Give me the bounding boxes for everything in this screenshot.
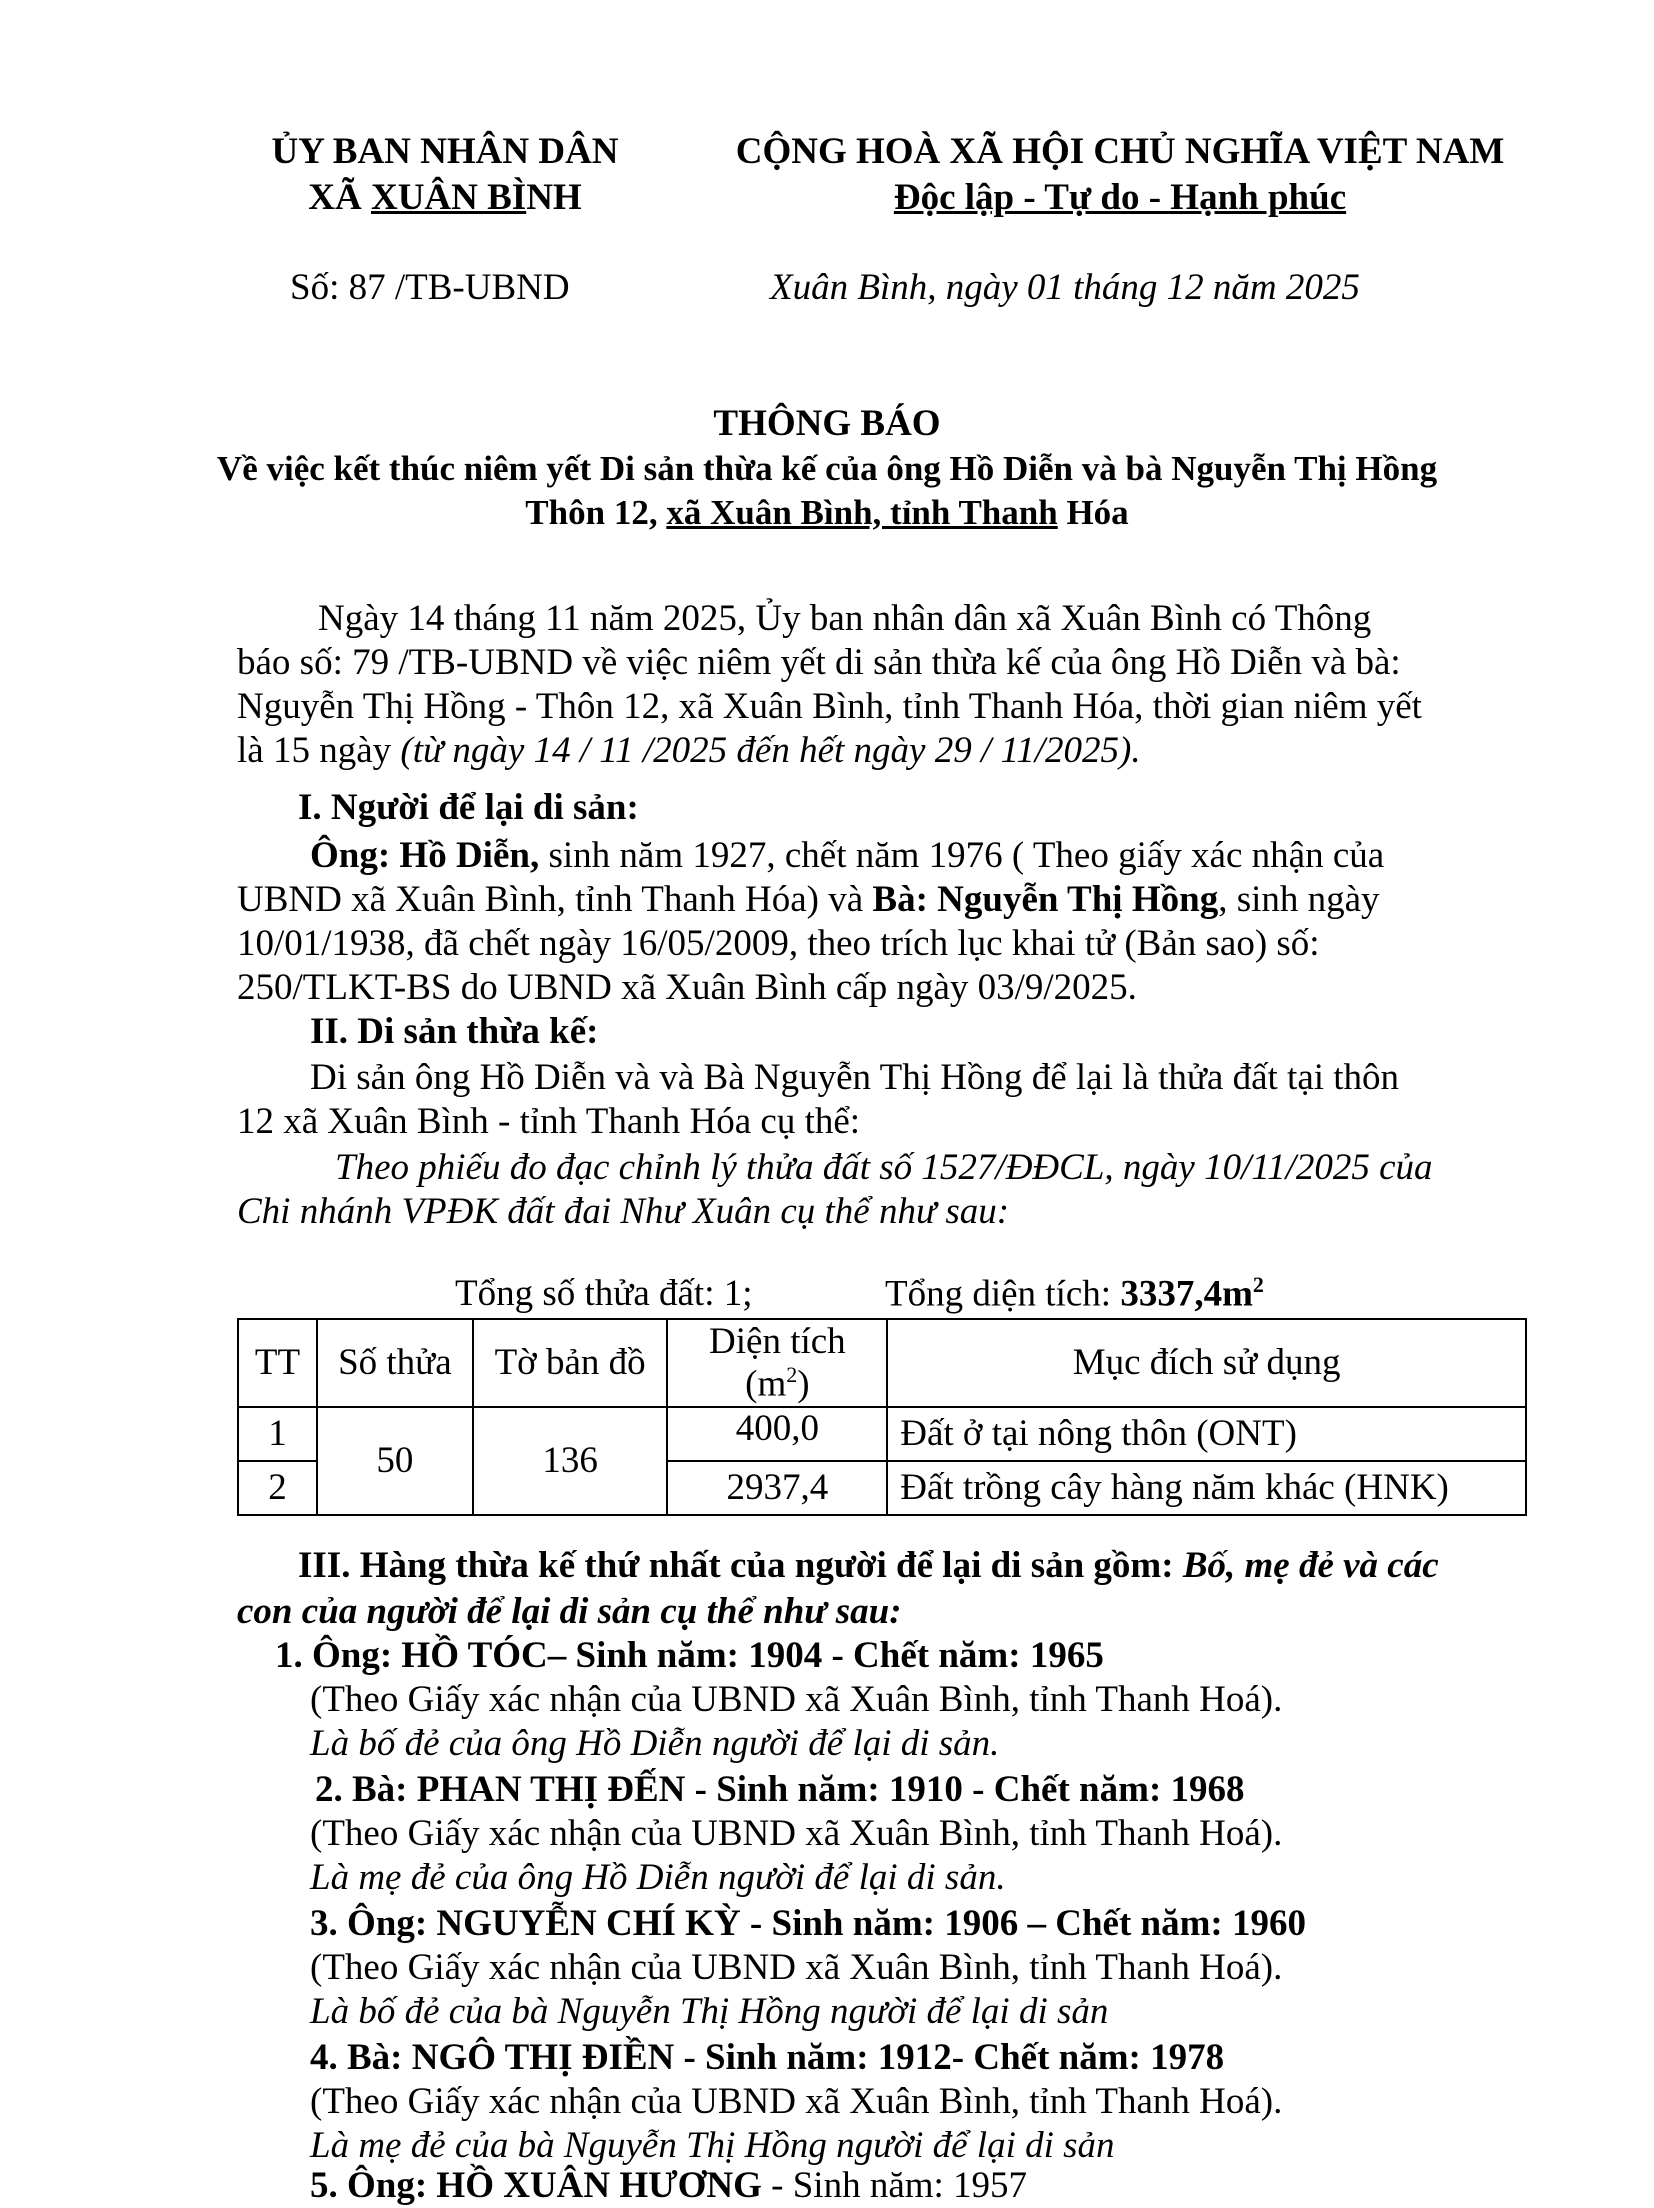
intro-line-4-plain: là 15 ngày [237, 730, 401, 771]
section-2-line-2: 12 xã Xuân Bình - tỉnh Thanh Hóa cụ thể: [237, 1101, 861, 1142]
org-suffix: NH [526, 177, 582, 218]
section-1-line-3: 10/01/1938, đã chết ngày 16/05/2009, theo trích lục khai tử (Bản sao) số: [237, 923, 1320, 964]
motto [660, 176, 1580, 220]
heir-1-source: (Theo Giấy xác nhận của UBND xã Xuân Bình, tỉnh Thanh Hoá). [310, 1679, 1283, 1720]
posting-period: (từ ngày 14 / 11 /2025 đến hết ngày 29 / 11/2025). [400, 730, 1141, 771]
section-1-line-4: 250/TLKT-BS do UBND xã Xuân Bình cấp ngày 03/9/2025. [237, 967, 1137, 1008]
org-underlined: XUÂN BÌ [370, 177, 527, 218]
subject-prefix: Thôn 12, [525, 493, 667, 532]
section-1-heading: I. Người để lại di sản: [298, 787, 639, 828]
section-3-heading-text: III. Hàng thừa kế thứ nhất của người để lại di sản gồm: [298, 1545, 1183, 1586]
heir-4-title: 4. Bà: NGÔ THỊ ĐIỀN - Sinh năm: 1912- Chết năm: 1978 [310, 2037, 1225, 2078]
org-name-line1: ỦY BAN NHÂN DÂN [271, 131, 619, 172]
section-1-line-2-rest: , sinh ngày [1218, 879, 1380, 920]
heir-4-relation: Là mẹ đẻ của bà Nguyễn Thị Hồng người để lại di sản [310, 2125, 1115, 2166]
heir-1-relation: Là bố đẻ của ông Hồ Diễn người để lại di sản. [310, 1723, 1000, 1764]
section-2-heading: II. Di sản thừa kế: [310, 1011, 599, 1052]
row-2-purpose: Đất trồng cây hàng năm khác (HNK) [887, 1461, 1526, 1515]
parcel-number: 50 [317, 1407, 473, 1515]
header-so-thua: Số thửa [317, 1319, 473, 1407]
section-1-line-2-plain: UBND xã Xuân Bình, tỉnh Thanh Hóa) và [237, 879, 873, 920]
heir-3-relation: Là bố đẻ của bà Nguyễn Thị Hồng người để lại di sản [310, 1991, 1109, 2032]
table-row [238, 1407, 1526, 1461]
place-and-date: Xuân Bình, ngày 01 tháng 12 năm 2025 [770, 267, 1360, 308]
section-3-heading-italic: Bố, mẹ đẻ và các [1182, 1545, 1439, 1586]
heir-5-birth: - Sinh năm: 1957 [761, 2165, 1028, 2206]
survey-reference-line-2: Chi nhánh VPĐK đất đai Như Xuân cụ thể như sau: [237, 1191, 1010, 1232]
section-3-heading-line-2: con của người để lại di sản cụ thể như sau: [237, 1591, 902, 1632]
heir-3-source: (Theo Giấy xác nhận của UBND xã Xuân Bình, tỉnh Thanh Hoá). [310, 1947, 1283, 1988]
heir-3-title: 3. Ông: NGUYỄN CHÍ KỲ - Sinh năm: 1906 – Chết năm: 1960 [310, 1903, 1306, 1944]
row-2-area: 2937,4 [667, 1461, 887, 1515]
header-to-ban-do: Tờ bản đồ [473, 1319, 668, 1407]
document-subject-line1: Về việc kết thúc niêm yết Di sản thừa kế của ông Hồ Diễn và bà Nguyễn Thị Hồng [216, 449, 1438, 488]
table-header-row [238, 1319, 1526, 1407]
intro-line-1: Ngày 14 tháng 11 năm 2025, Ủy ban nhân dân xã Xuân Bình có Thông [318, 598, 1372, 639]
decedent-2-name: Bà: Nguyễn Thị Hồng [872, 879, 1219, 920]
header-tt: TT [238, 1319, 317, 1407]
section-3-heading [298, 1544, 1439, 1588]
section-1-line-1 [310, 834, 1384, 878]
document-number: Số: 87 /TB-UBND [290, 267, 570, 308]
row-2-tt: 2 [238, 1461, 317, 1515]
row-1-area: 400,0 [667, 1407, 887, 1461]
section-2-line-1: Di sản ông Hồ Diễn và và Bà Nguyễn Thị Hồng để lại là thửa đất tại thôn [310, 1057, 1400, 1098]
decedent-1-name: Ông: Hồ Diễn, [310, 835, 540, 876]
subject-suffix: Hóa [1057, 493, 1129, 532]
heir-4-source: (Theo Giấy xác nhận của UBND xã Xuân Bình, tỉnh Thanh Hoá). [310, 2081, 1283, 2122]
header-dien-tich-close: ) [797, 1363, 810, 1405]
total-area [885, 1272, 1264, 1317]
header-dien-tich-unit: (m [745, 1363, 787, 1405]
header-muc-dich: Mục đích sử dụng [887, 1319, 1526, 1407]
map-sheet-number: 136 [473, 1407, 668, 1515]
heir-5-name: 5. Ông: HỒ XUÂN HƯƠNG [310, 2165, 762, 2206]
document-title: THÔNG BÁO [713, 403, 941, 444]
heir-2-relation: Là mẹ đẻ của ông Hồ Diễn người để lại di sản. [310, 1857, 1006, 1898]
section-1-line-2 [237, 878, 1380, 922]
total-area-value: 3337,4m [1120, 1273, 1253, 1315]
land-parcel-table [237, 1318, 1527, 1516]
row-1-purpose: Đất ở tại nông thôn (ONT) [887, 1407, 1526, 1461]
subject-underlined: xã Xuân Bình, tỉnh Thanh [666, 493, 1058, 532]
total-area-unit-sup: 2 [1252, 1272, 1264, 1297]
header-dien-tich [667, 1319, 887, 1407]
org-prefix: XÃ [308, 177, 371, 218]
intro-line-2: báo số: 79 /TB-UBND về việc niêm yết di sản thừa kế của ông Hồ Diễn và bà: [237, 642, 1401, 683]
intro-line-4 [237, 729, 1141, 773]
document-subject-line2 [0, 492, 1654, 534]
decedent-1-details: sinh năm 1927, chết năm 1976 ( Theo giấy xác nhận của [539, 835, 1385, 876]
row-1-tt: 1 [238, 1407, 317, 1461]
motto-text: Độc lập - Tự do - Hạnh phúc [893, 177, 1347, 218]
header-dien-tich-label: Diện tích [709, 1321, 846, 1363]
org-name-line2 [210, 176, 680, 220]
heir-2-title: 2. Bà: PHAN THỊ ĐẾN - Sinh năm: 1910 - Chết năm: 1968 [315, 1769, 1245, 1810]
heir-2-source: (Theo Giấy xác nhận của UBND xã Xuân Bình, tỉnh Thanh Hoá). [310, 1813, 1283, 1854]
header-dien-tich-sup: 2 [786, 1361, 798, 1387]
intro-line-3: Nguyễn Thị Hồng - Thôn 12, xã Xuân Bình, tỉnh Thanh Hóa, thời gian niêm yết [237, 686, 1422, 727]
total-area-label: Tổng diện tích: [885, 1273, 1121, 1315]
heir-5-title [310, 2164, 1027, 2208]
heir-1-title: 1. Ông: HỒ TÓC– Sinh năm: 1904 - Chết năm: 1965 [275, 1635, 1104, 1676]
total-parcels: Tổng số thửa đất: 1; [455, 1273, 753, 1314]
survey-reference-line-1: Theo phiếu đo đạc chỉnh lý thửa đất số 1527/ĐĐCL, ngày 10/11/2025 của [335, 1147, 1433, 1188]
nation-name: CỘNG HOÀ XÃ HỘI CHỦ NGHĨA VIỆT NAM [735, 131, 1505, 172]
